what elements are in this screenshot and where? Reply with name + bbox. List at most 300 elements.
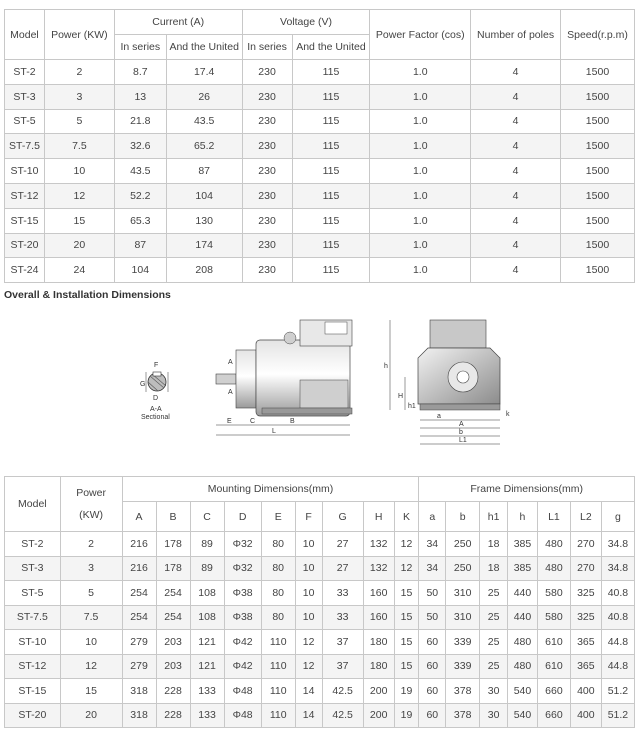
dim-cell: 25	[480, 581, 508, 606]
dim-cell: 480	[537, 556, 570, 581]
spec-cell: ST-3	[5, 84, 45, 109]
dim-cell: ST-5	[5, 581, 61, 606]
dim-cell: 80	[261, 581, 295, 606]
spec-cell: 4	[471, 159, 561, 184]
dim-cell: 254	[122, 605, 156, 630]
spec-cell: 10	[44, 159, 114, 184]
spec-cell: 115	[292, 183, 370, 208]
dim-cell: Φ32	[224, 532, 261, 557]
label-a-top: A	[228, 359, 233, 366]
dim-cell: 270	[570, 532, 601, 557]
label-g: G	[140, 381, 146, 388]
dim-cell: 228	[156, 703, 190, 728]
dim-cell: 37	[322, 654, 363, 679]
spec-cell: 1500	[560, 233, 634, 258]
dim-cell: 30	[480, 703, 508, 728]
dim-cell: 133	[190, 703, 224, 728]
dim-cell: 318	[122, 703, 156, 728]
dim-cell: 18	[480, 556, 508, 581]
spec-cell: 104	[114, 258, 166, 283]
spec-cell: 4	[471, 60, 561, 85]
dim-cell: 254	[156, 581, 190, 606]
dim-cell: 160	[363, 581, 394, 606]
spec-cell: 115	[292, 109, 370, 134]
label-aa: A-A	[150, 406, 162, 413]
dim-row	[5, 605, 635, 630]
dim-cell: 178	[156, 556, 190, 581]
spec-row	[5, 208, 635, 233]
label-b: B	[290, 418, 295, 425]
spec-cell: 4	[471, 208, 561, 233]
dim-cell: Φ38	[224, 605, 261, 630]
dim-row	[5, 679, 635, 704]
dim-cell: 15	[60, 679, 122, 704]
label-a-bottom: A	[228, 389, 233, 396]
header-power-factor: Power Factor (cos)	[370, 10, 471, 60]
dim-col-header: A	[122, 502, 156, 532]
spec-cell: 4	[471, 233, 561, 258]
dim-cell: 44.8	[601, 630, 634, 655]
dim-cell: 216	[122, 556, 156, 581]
dim-cell: 89	[190, 556, 224, 581]
header-voltage: Voltage (V)	[242, 10, 370, 35]
dim-cell: 400	[570, 679, 601, 704]
dim-cell: 25	[480, 630, 508, 655]
spec-row	[5, 159, 635, 184]
header-voltage-united: And the United	[292, 35, 370, 60]
dim-cell: 34.8	[601, 556, 634, 581]
label-c: C	[250, 418, 256, 425]
spec-cell: 115	[292, 159, 370, 184]
dim-col-header: K	[394, 502, 419, 532]
spec-row	[5, 134, 635, 159]
dim-cell: 310	[446, 581, 480, 606]
label-l: L	[272, 428, 276, 435]
header-speed: Speed(r.p.m)	[560, 10, 634, 60]
dim-col-header: F	[295, 502, 322, 532]
side-view	[216, 320, 352, 435]
spec-row	[5, 60, 635, 85]
spec-cell: 1500	[560, 84, 634, 109]
dim-cell: 12	[295, 654, 322, 679]
dim-cell: 89	[190, 532, 224, 557]
spec-cell: 4	[471, 109, 561, 134]
dim-cell: 42.5	[322, 679, 363, 704]
dim-cell: 20	[60, 703, 122, 728]
dim-cell: 480	[508, 654, 538, 679]
spec-cell: 115	[292, 208, 370, 233]
spec-cell: 230	[242, 60, 292, 85]
section-view	[140, 362, 170, 421]
spec-cell: 4	[471, 183, 561, 208]
dim-cell: 25	[480, 605, 508, 630]
dim-cell: 133	[190, 679, 224, 704]
dim-cell: 60	[419, 630, 446, 655]
dim-cell: 378	[446, 703, 480, 728]
dim-cell: Φ48	[224, 703, 261, 728]
spec-cell: 8.7	[114, 60, 166, 85]
label-h: h	[384, 363, 388, 370]
dim-cell: Φ38	[224, 581, 261, 606]
label-e: E	[227, 418, 232, 425]
dim-col-header: g	[601, 502, 634, 532]
label-l1: L1	[459, 437, 467, 444]
dim-cell: 254	[122, 581, 156, 606]
dim-cell: 200	[363, 703, 394, 728]
spec-cell: 1.0	[370, 84, 471, 109]
dim-cell: 385	[508, 532, 538, 557]
dim-row	[5, 654, 635, 679]
dim-cell: 12	[394, 556, 419, 581]
dim-cell: 80	[261, 556, 295, 581]
dim-cell: 30	[480, 679, 508, 704]
spec-cell: 2	[44, 60, 114, 85]
dim-cell: 12	[295, 630, 322, 655]
dim-cell: 40.8	[601, 581, 634, 606]
spec-cell: 7.5	[44, 134, 114, 159]
dim-row	[5, 556, 635, 581]
dim-cell: 108	[190, 605, 224, 630]
spec-row	[5, 233, 635, 258]
header-current: Current (A)	[114, 10, 242, 35]
spec-cell: 43.5	[166, 109, 242, 134]
generator-dimension-drawing	[0, 300, 640, 465]
spec-cell: ST-10	[5, 159, 45, 184]
dim-cell: 580	[537, 605, 570, 630]
dim-cell: 279	[122, 630, 156, 655]
spec-cell: 65.2	[166, 134, 242, 159]
dim-cell: 40.8	[601, 605, 634, 630]
spec-cell: 17.4	[166, 60, 242, 85]
dim-cell: 60	[419, 679, 446, 704]
spec-cell: 1.0	[370, 159, 471, 184]
spec-cell: 1.0	[370, 109, 471, 134]
dim-cell: 325	[570, 581, 601, 606]
dim-col-header: G	[322, 502, 363, 532]
spec-cell: 115	[292, 258, 370, 283]
spec-cell: 13	[114, 84, 166, 109]
dim-cell: 10	[295, 581, 322, 606]
spec-cell: 1.0	[370, 233, 471, 258]
spec-row	[5, 258, 635, 283]
spec-cell: 32.6	[114, 134, 166, 159]
dim-cell: 110	[261, 630, 295, 655]
section-title: Overall & Installation Dimensions	[4, 289, 171, 301]
spec-cell: 87	[114, 233, 166, 258]
spec-cell: 65.3	[114, 208, 166, 233]
dim-cell: 5	[60, 581, 122, 606]
dim-cell: 318	[122, 679, 156, 704]
dim-cell: 385	[508, 556, 538, 581]
spec-cell: ST-12	[5, 183, 45, 208]
dim-cell: 132	[363, 556, 394, 581]
spec-cell: 5	[44, 109, 114, 134]
dim-cell: 540	[508, 703, 538, 728]
spec-cell: 21.8	[114, 109, 166, 134]
dim-cell: 80	[261, 605, 295, 630]
spec-cell: 1500	[560, 183, 634, 208]
spec-cell: 208	[166, 258, 242, 283]
dim-cell: 279	[122, 654, 156, 679]
label-d: D	[153, 395, 159, 402]
dim-cell: 160	[363, 605, 394, 630]
dim-cell: ST-7.5	[5, 605, 61, 630]
header-voltage-series: In series	[242, 35, 292, 60]
dim-cell: 19	[394, 703, 419, 728]
dim-header-model: Model	[5, 477, 61, 532]
dim-col-header: h1	[480, 502, 508, 532]
dim-cell: 108	[190, 581, 224, 606]
dim-cell: 250	[446, 556, 480, 581]
dim-cell: 378	[446, 679, 480, 704]
spec-cell: 115	[292, 84, 370, 109]
dim-cell: 339	[446, 630, 480, 655]
dim-row	[5, 630, 635, 655]
dim-cell: 110	[261, 654, 295, 679]
spec-row	[5, 84, 635, 109]
dim-col-header: E	[261, 502, 295, 532]
spec-cell: 230	[242, 258, 292, 283]
dim-cell: 365	[570, 654, 601, 679]
spec-cell: 230	[242, 183, 292, 208]
dim-cell: 540	[508, 679, 538, 704]
spec-cell: 1.0	[370, 183, 471, 208]
spec-cell: 115	[292, 60, 370, 85]
header-model: Model	[5, 10, 45, 60]
dim-cell: 339	[446, 654, 480, 679]
label-H: H	[398, 393, 404, 400]
dim-cell: 180	[363, 654, 394, 679]
dim-col-header: D	[224, 502, 261, 532]
dim-col-header: H	[363, 502, 394, 532]
dim-cell: 12	[394, 532, 419, 557]
dim-cell: 42.5	[322, 703, 363, 728]
dim-cell: 610	[537, 630, 570, 655]
spec-cell: 230	[242, 84, 292, 109]
dim-cell: 14	[295, 703, 322, 728]
label-a-front: A	[459, 421, 464, 428]
dim-cell: Φ32	[224, 556, 261, 581]
dim-cell: 132	[363, 532, 394, 557]
spec-cell: 52.2	[114, 183, 166, 208]
dim-cell: 660	[537, 679, 570, 704]
dim-cell: 228	[156, 679, 190, 704]
spec-cell: 1.0	[370, 134, 471, 159]
spec-cell: 15	[44, 208, 114, 233]
dimensions-table	[4, 476, 635, 728]
dim-col-header: a	[419, 502, 446, 532]
dim-cell: 10	[60, 630, 122, 655]
dim-cell: 580	[537, 581, 570, 606]
spec-cell: 1500	[560, 258, 634, 283]
dim-cell: ST-20	[5, 703, 61, 728]
dim-cell: 19	[394, 679, 419, 704]
dim-cell: ST-12	[5, 654, 61, 679]
spec-cell: 230	[242, 208, 292, 233]
dim-cell: 7.5	[60, 605, 122, 630]
spec-cell: ST-15	[5, 208, 45, 233]
dim-cell: 480	[537, 532, 570, 557]
spec-cell: 104	[166, 183, 242, 208]
dim-cell: 34	[419, 556, 446, 581]
spec-cell: 1500	[560, 109, 634, 134]
dim-header-power-unit: (KW)	[79, 509, 104, 521]
spec-cell: 3	[44, 84, 114, 109]
spec-cell: 4	[471, 258, 561, 283]
dim-cell: 27	[322, 556, 363, 581]
dim-cell: 110	[261, 679, 295, 704]
dim-cell: 480	[508, 630, 538, 655]
spec-cell: 1.0	[370, 60, 471, 85]
spec-cell: ST-2	[5, 60, 45, 85]
label-h1: h1	[408, 403, 416, 410]
dim-cell: 440	[508, 581, 538, 606]
dim-cell: ST-2	[5, 532, 61, 557]
dim-cell: 12	[60, 654, 122, 679]
dim-cell: 440	[508, 605, 538, 630]
dim-header-mounting: Mounting Dimensions(mm)	[122, 477, 419, 502]
dim-cell: ST-15	[5, 679, 61, 704]
spec-cell: 24	[44, 258, 114, 283]
dim-col-header: L1	[537, 502, 570, 532]
dim-cell: 121	[190, 654, 224, 679]
dim-cell: Φ48	[224, 679, 261, 704]
dim-header-power-top: Power	[76, 487, 106, 499]
dim-cell: 50	[419, 581, 446, 606]
spec-cell: 1500	[560, 159, 634, 184]
dim-cell: 60	[419, 654, 446, 679]
dim-cell: 51.2	[601, 703, 634, 728]
spec-cell: 4	[471, 84, 561, 109]
dim-cell: 203	[156, 654, 190, 679]
spec-cell: ST-7.5	[5, 134, 45, 159]
dim-cell: 203	[156, 630, 190, 655]
label-f: F	[154, 362, 159, 369]
dim-col-header: b	[446, 502, 480, 532]
spec-cell: 87	[166, 159, 242, 184]
spec-cell: 43.5	[114, 159, 166, 184]
dim-cell: 18	[480, 532, 508, 557]
label-k: k	[506, 411, 510, 418]
dim-cell: 250	[446, 532, 480, 557]
spec-cell: 20	[44, 233, 114, 258]
dim-cell: 15	[394, 581, 419, 606]
dim-cell: 34.8	[601, 532, 634, 557]
spec-cell: 1500	[560, 134, 634, 159]
dim-table-body	[5, 532, 635, 728]
dim-cell: 15	[394, 605, 419, 630]
dim-row	[5, 581, 635, 606]
spec-cell: 230	[242, 159, 292, 184]
front-view	[384, 320, 510, 444]
header-current-series: In series	[114, 35, 166, 60]
dim-cell: 178	[156, 532, 190, 557]
header-poles: Number of poles	[471, 10, 561, 60]
dim-cell: 365	[570, 630, 601, 655]
dim-cell: 660	[537, 703, 570, 728]
dim-cell: 33	[322, 605, 363, 630]
dim-cell: 37	[322, 630, 363, 655]
spec-cell: 115	[292, 134, 370, 159]
header-power: Power (KW)	[44, 10, 114, 60]
dim-cell: 27	[322, 532, 363, 557]
dim-cell: 10	[295, 532, 322, 557]
dim-cell: 50	[419, 605, 446, 630]
dim-cell: 400	[570, 703, 601, 728]
spec-cell: 115	[292, 233, 370, 258]
dim-col-header: L2	[570, 502, 601, 532]
dim-cell: 25	[480, 654, 508, 679]
dim-header-power	[60, 477, 122, 532]
spec-cell: 1500	[560, 208, 634, 233]
dim-col-header: B	[156, 502, 190, 532]
dim-header-frame: Frame Dimensions(mm)	[419, 477, 635, 502]
dim-cell: 10	[295, 605, 322, 630]
dim-cell: 15	[394, 654, 419, 679]
spec-cell: 26	[166, 84, 242, 109]
spec-cell: 230	[242, 233, 292, 258]
spec-cell: 230	[242, 134, 292, 159]
spec-row	[5, 183, 635, 208]
dim-cell: 121	[190, 630, 224, 655]
spec-cell: ST-24	[5, 258, 45, 283]
dim-cell: 60	[419, 703, 446, 728]
dim-cell: Φ42	[224, 654, 261, 679]
dim-cell: 270	[570, 556, 601, 581]
dim-cell: 44.8	[601, 654, 634, 679]
dim-cell: 200	[363, 679, 394, 704]
spec-cell: 12	[44, 183, 114, 208]
label-b-front: b	[459, 429, 463, 436]
dim-cell: ST-3	[5, 556, 61, 581]
dim-cell: 180	[363, 630, 394, 655]
label-sectional: Sectional	[141, 414, 170, 421]
dim-row	[5, 532, 635, 557]
dim-cell: 310	[446, 605, 480, 630]
dim-cell: 34	[419, 532, 446, 557]
dim-cell: 254	[156, 605, 190, 630]
dim-col-header: C	[190, 502, 224, 532]
spec-cell: 4	[471, 134, 561, 159]
electrical-spec-table	[4, 9, 635, 283]
dim-col-header: h	[508, 502, 538, 532]
spec-cell: 1.0	[370, 208, 471, 233]
dim-cell: 2	[60, 532, 122, 557]
dim-cell: 216	[122, 532, 156, 557]
spec-cell: ST-20	[5, 233, 45, 258]
spec-cell: 130	[166, 208, 242, 233]
dim-cell: 33	[322, 581, 363, 606]
dim-cell: 610	[537, 654, 570, 679]
header-current-united: And the United	[166, 35, 242, 60]
spec-cell: ST-5	[5, 109, 45, 134]
dim-cell: 3	[60, 556, 122, 581]
dim-cell: 51.2	[601, 679, 634, 704]
spec-row	[5, 109, 635, 134]
spec-table-body	[5, 60, 635, 283]
dim-cell: ST-10	[5, 630, 61, 655]
spec-cell: 1.0	[370, 258, 471, 283]
dim-cell: 80	[261, 532, 295, 557]
dim-cell: 14	[295, 679, 322, 704]
spec-cell: 1500	[560, 60, 634, 85]
spec-cell: 230	[242, 109, 292, 134]
dim-cell: Φ42	[224, 630, 261, 655]
spec-cell: 174	[166, 233, 242, 258]
label-a-small: a	[437, 413, 441, 420]
dim-cell: 110	[261, 703, 295, 728]
dim-cell: 15	[394, 630, 419, 655]
